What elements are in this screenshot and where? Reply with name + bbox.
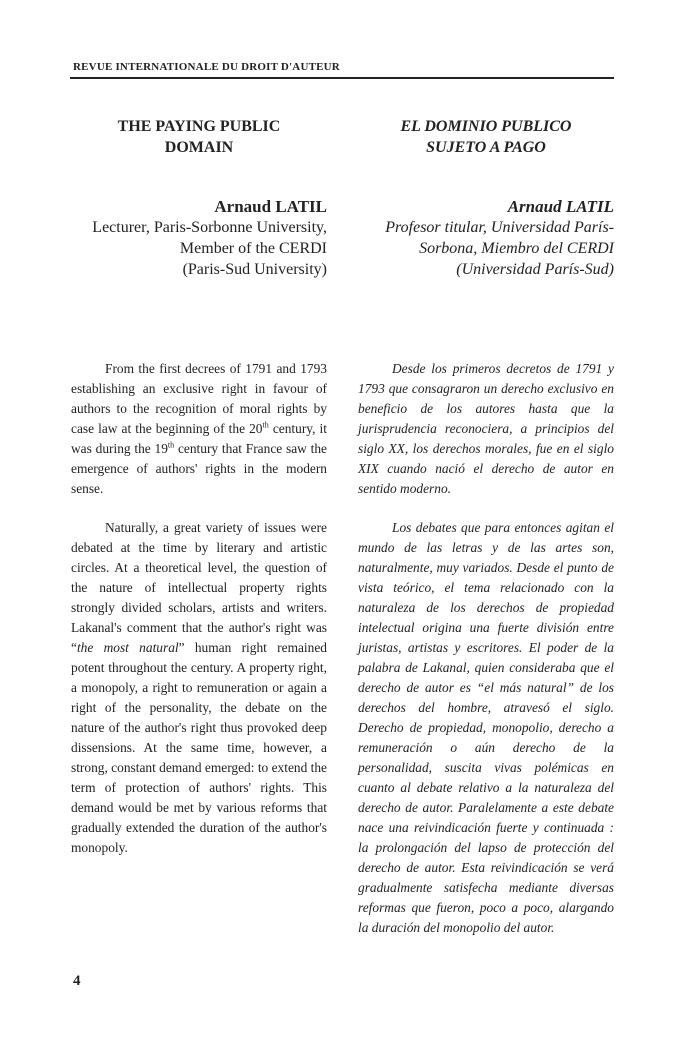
spanish-affiliation-line-2: Sorbona, Miembro del CERDI xyxy=(419,240,614,257)
english-title-line-1: THE PAYING PUBLIC xyxy=(117,118,281,135)
spanish-paragraph-1: Desde los primeros decretos de 1791 y 1793 que consagraron un derecho exclusivo en beneficio de los autores hasta que la jurisprudencia reconociera, a principios del siglo XX, los derechos morales, fue en el siglo XIX cuando nació el derecho de autor en sentido moderno. xyxy=(358,361,614,496)
english-para1-sup-2: th xyxy=(167,440,175,450)
spanish-title-line-2: SUJETO A PAGO xyxy=(426,139,546,156)
english-author-block xyxy=(71,196,327,280)
spanish-author-name: Arnaud LATIL xyxy=(507,197,614,216)
english-para1-text-c: century that France saw the emergence of authors' rights in the modern sense. xyxy=(71,441,327,496)
english-para2-emphasis: the most natural xyxy=(76,640,179,655)
page-number: 4 xyxy=(73,973,81,989)
english-affiliation-line-2: Member of the CERDI xyxy=(179,240,327,257)
english-title-line-2: DOMAIN xyxy=(164,139,234,156)
spanish-title xyxy=(358,116,614,158)
spanish-paragraph-2: Los debates que para entonces agitan el mundo de las letras y de las artes son, naturalmente, muy variados. Desde el punto de vista teórico, el tema relacionado con la naturaleza de los derechos de propiedad intelectual origina una fuerte división entre juristas, artistas y escritores. El poder de la palabra de Lakanal, quien consideraba que el derecho de autor es “el más natural” de los derechos del hombre, atravesó el siglo. Derecho de propiedad, monopolio, derecho a remuneración o aún derecho de la personalidad, suscita vivas polémicas en cuanto al debate relativo a la naturaleza del derecho de autor. Paralelamente a este debate nace una reivindicación fuerte y continuada : la prolongación del lapso de protección del derecho de autor. Esta reivindicación se verá gradualmente satisfecha mediante diversas reformas que fueron, poco a poco, alargando la duración del monopolio del autor. xyxy=(358,520,614,935)
journal-header: REVUE INTERNATIONALE DU DROIT D'AUTEUR xyxy=(73,61,340,73)
english-affiliation-line-3: (Paris-Sud University) xyxy=(182,261,327,278)
english-affiliation-line-1: Lecturer, Paris-Sorbonne University, xyxy=(92,219,327,236)
english-para1-text-b: century, it was during the 19 xyxy=(71,421,327,456)
spanish-affiliation-line-1: Profesor titular, Universidad París- xyxy=(385,219,614,236)
english-title xyxy=(71,116,327,158)
english-para1-sup-1: th xyxy=(262,420,269,430)
english-para2-text-b: ” human right remained potent throughout the century. A property right, a monopoly, a right to remuneration or again a right of the personality, the debate on the nature of the author's right thus provoked deep dissensions. At the same time, however, a strong, constant demand emerged: to extend the term of protection of authors' rights. This demand would be met by various reforms that gradually extended the duration of the author's monopoly. xyxy=(71,640,327,855)
spanish-title-line-1: EL DOMINIO PUBLICO xyxy=(400,118,572,135)
header-rule xyxy=(70,77,614,79)
english-para1-text-a: From the first decrees of 1791 and 1793 establishing an exclusive right in favour of authors to the recognition of moral rights by case law at the beginning of the 20 xyxy=(71,361,327,436)
english-para2-text-a: Naturally, a great variety of issues were debated at the time by literary and artistic circles. At a theoretical level, the question of the nature of intellectual property rights strongly divided scholars, artists and writers. Lakanal's comment that the author's right was “ xyxy=(71,520,327,655)
spanish-affiliation-line-3: (Universidad París-Sud) xyxy=(456,261,614,278)
english-author-name: Arnaud LATIL xyxy=(214,197,327,216)
english-paragraph-2 xyxy=(71,518,327,858)
spanish-author-block xyxy=(358,196,614,280)
english-paragraph-1 xyxy=(71,359,327,499)
